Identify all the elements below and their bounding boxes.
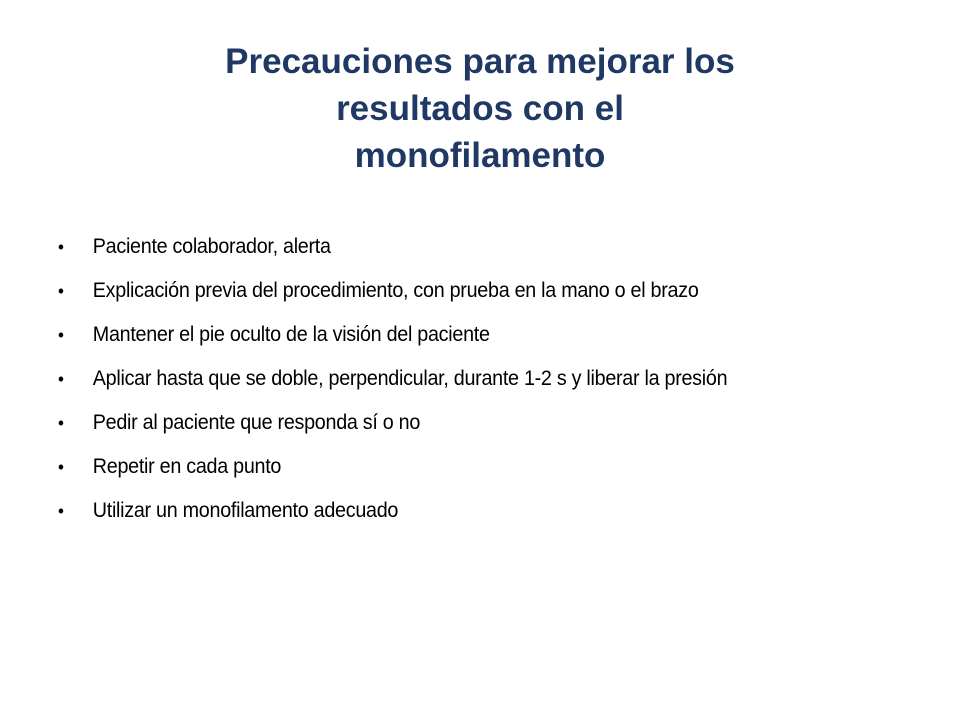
- bullet-text: Utilizar un monofilamento adecuado: [92, 499, 399, 522]
- bullet-marker: •: [58, 325, 64, 345]
- bullet-text: Mantener el pie oculto de la visión del paciente: [92, 323, 490, 346]
- bullet-text: Pedir al paciente que responda sí o no: [92, 411, 421, 434]
- title-line-1: Precauciones para mejorar los: [225, 42, 735, 81]
- bullet-marker: •: [58, 501, 64, 521]
- bullet-text: Explicación previa del procedimiento, con prueba en la mano o el brazo: [92, 279, 699, 302]
- slide-title: [120, 38, 840, 179]
- title-line-3: monofilamento: [354, 136, 606, 175]
- bullet-item: [58, 232, 857, 262]
- bullet-item: [58, 408, 857, 438]
- bullet-list: [58, 232, 908, 526]
- bullet-item: [58, 276, 857, 306]
- bullet-item: [58, 452, 857, 482]
- bullet-text: Paciente colaborador, alerta: [92, 235, 331, 258]
- bullet-text: Aplicar hasta que se doble, perpendicular, durante 1-2 s y liberar la presión: [92, 367, 728, 390]
- bullet-marker: •: [58, 457, 64, 477]
- bullet-marker: •: [58, 237, 64, 257]
- bullet-marker: •: [58, 369, 64, 389]
- bullet-item: [58, 496, 857, 526]
- bullet-marker: •: [58, 413, 64, 433]
- bullet-marker: •: [58, 281, 64, 301]
- bullet-item: [58, 320, 857, 350]
- bullet-item: [58, 364, 857, 394]
- bullet-text: Repetir en cada punto: [92, 455, 282, 478]
- title-line-2: resultados con el: [336, 89, 624, 128]
